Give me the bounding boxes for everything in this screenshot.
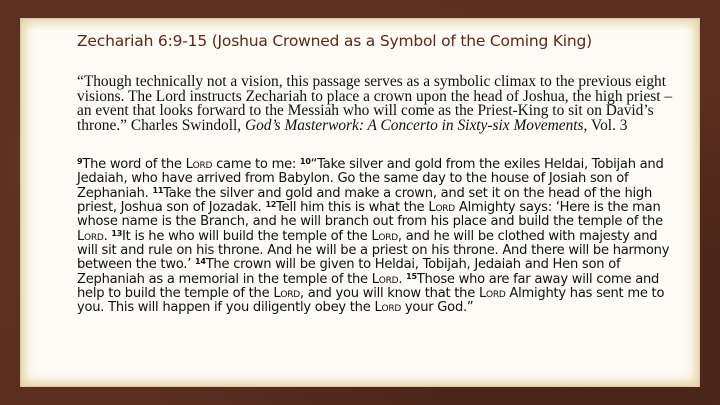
verse-text: The crown will be given to Heldai, Tobijah, Jedaiah and Hen son of Zephaniah as a memorial in the temple of the — [77, 257, 621, 287]
slide — [21, 19, 699, 386]
verse-number: 10 — [300, 157, 311, 166]
verse-text: came to me: — [212, 157, 300, 172]
divine-name: Lord — [374, 300, 402, 316]
quote-text: “Though technically not a vision, this passage serves as a symbolic climax to the previous eight visions. The Lord instructs Zechariah to place a crown upon the head of Joshua, the high priest – an event that looks forward to the Messiah who will come as the Priest-King to sit on David’s throne.” Charles Swindoll, — [77, 73, 673, 134]
verse-number: 15 — [406, 271, 417, 281]
swindoll-quote — [77, 75, 677, 133]
verse-text: . — [103, 228, 112, 244]
verse-text: “Take silver and gold from the exiles Heldai, Tobijah and Jedaiah, who have arrived from Babylon. Go the same day to the house of Josiah son of Zephaniah. — [77, 157, 664, 201]
verse-text: Almighty says: ‘Here is the man whose name is the Branch, and he will branch out from his place and build the temple of the — [77, 200, 663, 230]
verse-number: 14 — [195, 257, 206, 267]
divine-name: Lord — [273, 286, 300, 302]
slide-title: Zechariah 6:9-15 (Joshua Crowned as a Symbol of the Coming King) — [77, 32, 593, 50]
verse-text: The word of the — [82, 157, 186, 172]
verse-text: Tell him this is what the — [276, 200, 429, 216]
verse-text: . — [398, 271, 407, 287]
verse-text: Take the silver and gold and make a crown, and set it on the head of the high priest, Joshua son of Jozadak. — [77, 185, 652, 216]
divine-name: Lord — [478, 286, 506, 302]
verse-text: It is he who will build the temple of the — [122, 228, 372, 244]
divine-name: Lord — [428, 200, 455, 216]
verse-number: 12 — [265, 200, 277, 210]
quote-book-title: God’s Masterwork: A Concerto in Sixty-six Movements — [245, 116, 584, 134]
verse-number: 9 — [77, 157, 83, 166]
divine-name: Lord — [371, 228, 398, 244]
verse-text: Almighty has sent me to you. This will happen if you diligently obey the — [77, 286, 665, 316]
divine-name: Lord — [371, 271, 399, 287]
divine-name: Lord — [185, 157, 213, 172]
verse-text: Those who are far away will come and help to build the temple of the — [77, 271, 660, 302]
quote-volume: , Vol. 3 — [583, 116, 628, 134]
scripture-passage — [77, 158, 677, 316]
verse-number: 11 — [152, 185, 164, 195]
divine-name: Lord — [77, 228, 104, 244]
verse-number: 13 — [111, 228, 123, 238]
verse-text: , and you will know that the — [299, 286, 479, 302]
verse-text: , and he will be clothed with majesty and will sit and rule on his throne. And he will be a priest on his throne. And there will be harmony between the two.’ — [77, 228, 670, 273]
verse-text: your God.” — [401, 300, 474, 316]
